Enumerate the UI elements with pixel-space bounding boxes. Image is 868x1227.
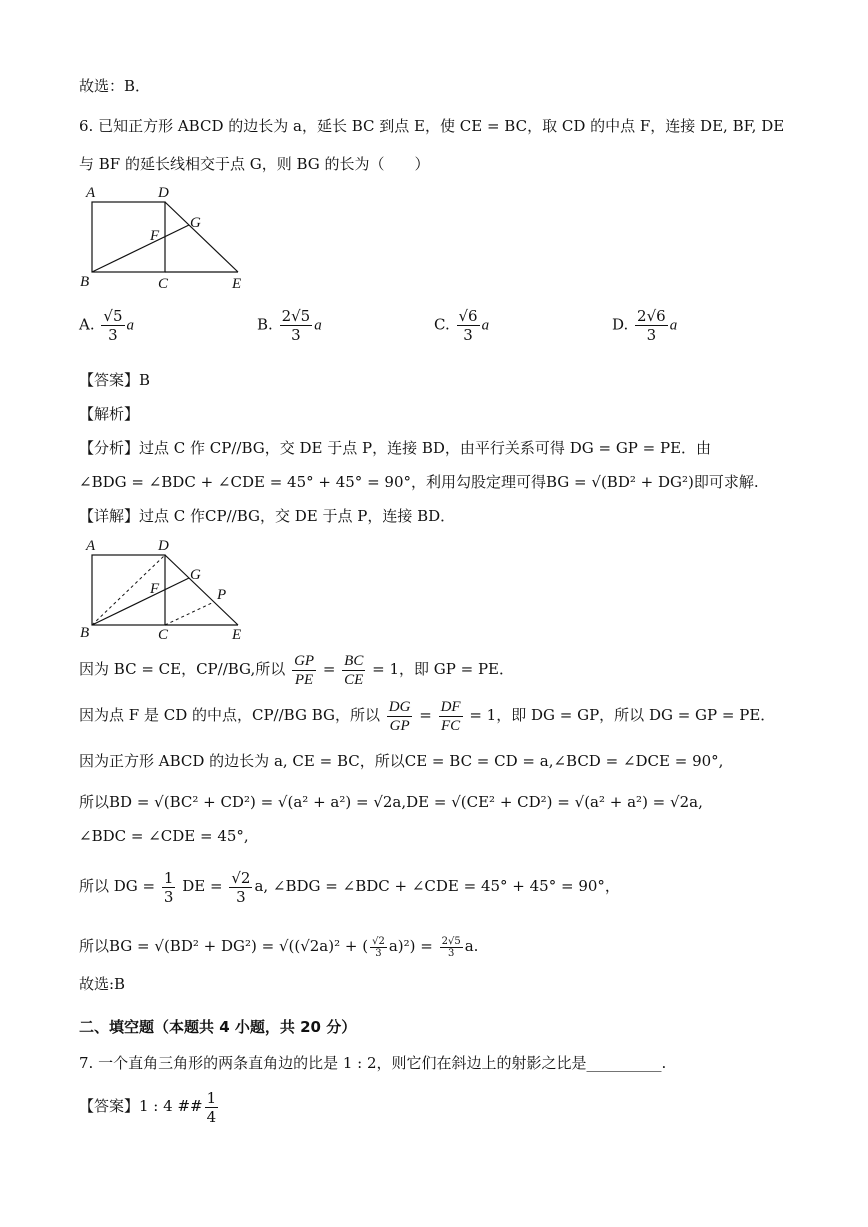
step-7-text: 所以BG = √(BD² + DG²) = √((√2a)² + ( — [79, 937, 369, 955]
fraction-num: 1 — [206, 1088, 217, 1107]
answer: 【答案】B — [79, 371, 151, 389]
option-a-fraction — [101, 307, 124, 344]
step-7 — [79, 928, 478, 964]
label-b: B — [80, 274, 90, 290]
fraction-den: GP — [389, 717, 410, 734]
option-a-den: 3 — [108, 326, 118, 344]
fraction-root2-third-small — [370, 936, 387, 959]
option-b-den: 3 — [291, 326, 301, 344]
option-c-letter: C. — [434, 315, 450, 334]
step-2: 因为点 F 是 CD 的中点，CP//BG BG，所以 $\frac{DG}{GP}$ = $\frac{DF}{FC}$ = 1，即 DG = GP，所以 DG = GP = PE． — [79, 698, 776, 734]
step-6 — [79, 866, 620, 906]
label-d: D — [158, 185, 169, 201]
geometry-figure-1 — [78, 180, 258, 295]
label-g-2: G — [190, 567, 201, 583]
option-c[interactable] — [434, 307, 489, 344]
fraction-df-fc — [439, 698, 463, 735]
segment-bg-2 — [92, 578, 189, 625]
option-b[interactable] — [257, 307, 322, 344]
step-6-tail: a, ∠BDG = ∠BDC + ∠CDE = 45° + 45° = 90°， — [254, 877, 620, 895]
step-2-tail: = 1，即 DG = GP，所以 DG = GP = PE． — [469, 706, 776, 724]
fraction-den: 3 — [375, 947, 382, 959]
fraction-den: FC — [440, 717, 461, 734]
segment-de-2 — [165, 555, 238, 625]
fraction-root2-third — [229, 869, 252, 906]
option-c-fraction — [457, 307, 480, 344]
label-b-2: B — [80, 625, 90, 641]
label-a-2: A — [86, 538, 96, 554]
option-b-fraction — [280, 307, 313, 344]
label-a: A — [86, 185, 96, 201]
label-f-2: F — [150, 581, 160, 597]
label-d-2: D — [158, 538, 169, 554]
fraction-num: √2 — [372, 935, 385, 947]
option-a-var: a — [126, 317, 134, 334]
fraction-num: 1 — [163, 868, 174, 887]
option-d-letter: D. — [612, 315, 629, 334]
previous-answer: 故选：B． — [79, 77, 151, 95]
option-c-var: a — [481, 317, 490, 334]
geometry-figure-2 — [78, 535, 258, 645]
label-e-2: E — [232, 627, 242, 643]
step-1-text: 因为 BC = CE，CP//BG,所以 — [79, 660, 286, 678]
section-2-heading: 二、填空题（本题共 4 小题，共 20 分） — [79, 1018, 357, 1036]
fraction-dg-gp — [387, 698, 413, 735]
question-7-answer-text: 【答案】1 : 4 ## — [79, 1097, 203, 1115]
option-d[interactable] — [612, 307, 677, 344]
label-g: G — [190, 215, 201, 231]
question-6-line-2: 与 BF 的延长线相交于点 G，则 BG 的长为（ ） — [79, 155, 430, 173]
label-p-2: P — [217, 587, 227, 603]
fraction-one-third — [162, 869, 176, 906]
label-e: E — [232, 276, 242, 292]
question-7-answer — [79, 1086, 220, 1126]
option-a-letter: A. — [79, 315, 95, 334]
step-1: 因为 BC = CE，CP//BG,所以 $\frac{GP}{PE}$ = $\frac{BC}{CE}$ = 1，即 GP = PE． — [79, 652, 514, 688]
option-b-var: a — [314, 317, 322, 334]
question-6-line-1: 6. 已知正方形 ABCD 的边长为 a，延长 BC 到点 E，使 CE = BC，取 CD 的中点 F，连接 DE, BF, DE — [79, 117, 785, 135]
step-6-text: 所以 DG = — [79, 877, 156, 895]
step-4: 所以BD = √(BC² + CD²) = √(a² + a²) = √2a,DE = √(CE² + CD²) = √(a² + a²) = √2a, — [79, 793, 703, 811]
option-c-num: √6 — [458, 307, 478, 325]
fraction-den: 3 — [236, 887, 246, 906]
option-d-den: 3 — [646, 326, 657, 344]
step-6-mid: DE = — [182, 877, 223, 895]
step-2-text: 因为点 F 是 CD 的中点，CP//BG BG，所以 — [79, 706, 380, 724]
fraction-num: DF — [440, 698, 461, 715]
fraction-bc-ce — [342, 652, 365, 689]
option-d-var: a — [669, 317, 678, 334]
option-d-fraction — [635, 307, 668, 344]
fraction-num: GP — [294, 652, 315, 669]
fraction-num: √2 — [231, 868, 251, 887]
fraction-den: 3 — [447, 947, 455, 959]
segment-de — [165, 202, 238, 272]
option-b-letter: B. — [257, 315, 273, 334]
segment-bg — [92, 225, 189, 272]
option-c-den: 3 — [463, 326, 473, 344]
label-c: C — [158, 276, 169, 292]
option-a[interactable] — [79, 307, 134, 344]
dashed-cp — [165, 602, 214, 625]
label-c-2: C — [158, 627, 169, 643]
analysis-line-1: 【分析】过点 C 作 CP//BG，交 DE 于点 P，连接 BD，由平行关系可得 DG = GP = PE．由 — [79, 439, 712, 457]
step-7-mid: a)²) = — [388, 937, 433, 955]
fraction-result — [440, 936, 463, 959]
detail-line-1: 【详解】过点 C 作CP//BG，交 DE 于点 P，连接 BD． — [79, 507, 456, 525]
label-f: F — [150, 228, 160, 244]
conclusion: 故选:B — [79, 975, 126, 993]
analysis-heading: 【解析】 — [79, 405, 140, 423]
step-3: 因为正方形 ABCD 的边长为 a, CE = BC，所以CE = BC = CD = a,∠BCD = ∠DCE = 90°, — [79, 752, 724, 770]
fraction-den: CE — [344, 671, 364, 688]
fraction-num: 2√5 — [441, 935, 461, 947]
fraction-den: 4 — [206, 1107, 217, 1126]
fraction-den: PE — [294, 671, 314, 688]
option-a-num: √5 — [103, 307, 123, 325]
question-7: 7. 一个直角三角形的两条直角边的比是 1 : 2，则它们在斜边上的射影之比是__________. — [79, 1054, 667, 1072]
fraction-one-quarter — [205, 1089, 219, 1126]
fraction-den: 3 — [163, 887, 174, 906]
step-7-tail: a. — [464, 937, 479, 955]
option-b-num: 2√5 — [281, 307, 311, 325]
fraction-num: DG — [388, 698, 411, 715]
step-5: ∠BDC = ∠CDE = 45°, — [79, 827, 249, 845]
option-d-num: 2√6 — [637, 307, 666, 325]
analysis-line-2: ∠BDG = ∠BDC + ∠CDE = 45° + 45° = 90°，利用勾股定理可得BG = √(BD² + DG²)即可求解. — [79, 473, 759, 491]
step-1-tail: = 1，即 GP = PE． — [372, 660, 514, 678]
fraction-num: BC — [344, 652, 364, 669]
fraction-gp-pe — [292, 652, 316, 689]
